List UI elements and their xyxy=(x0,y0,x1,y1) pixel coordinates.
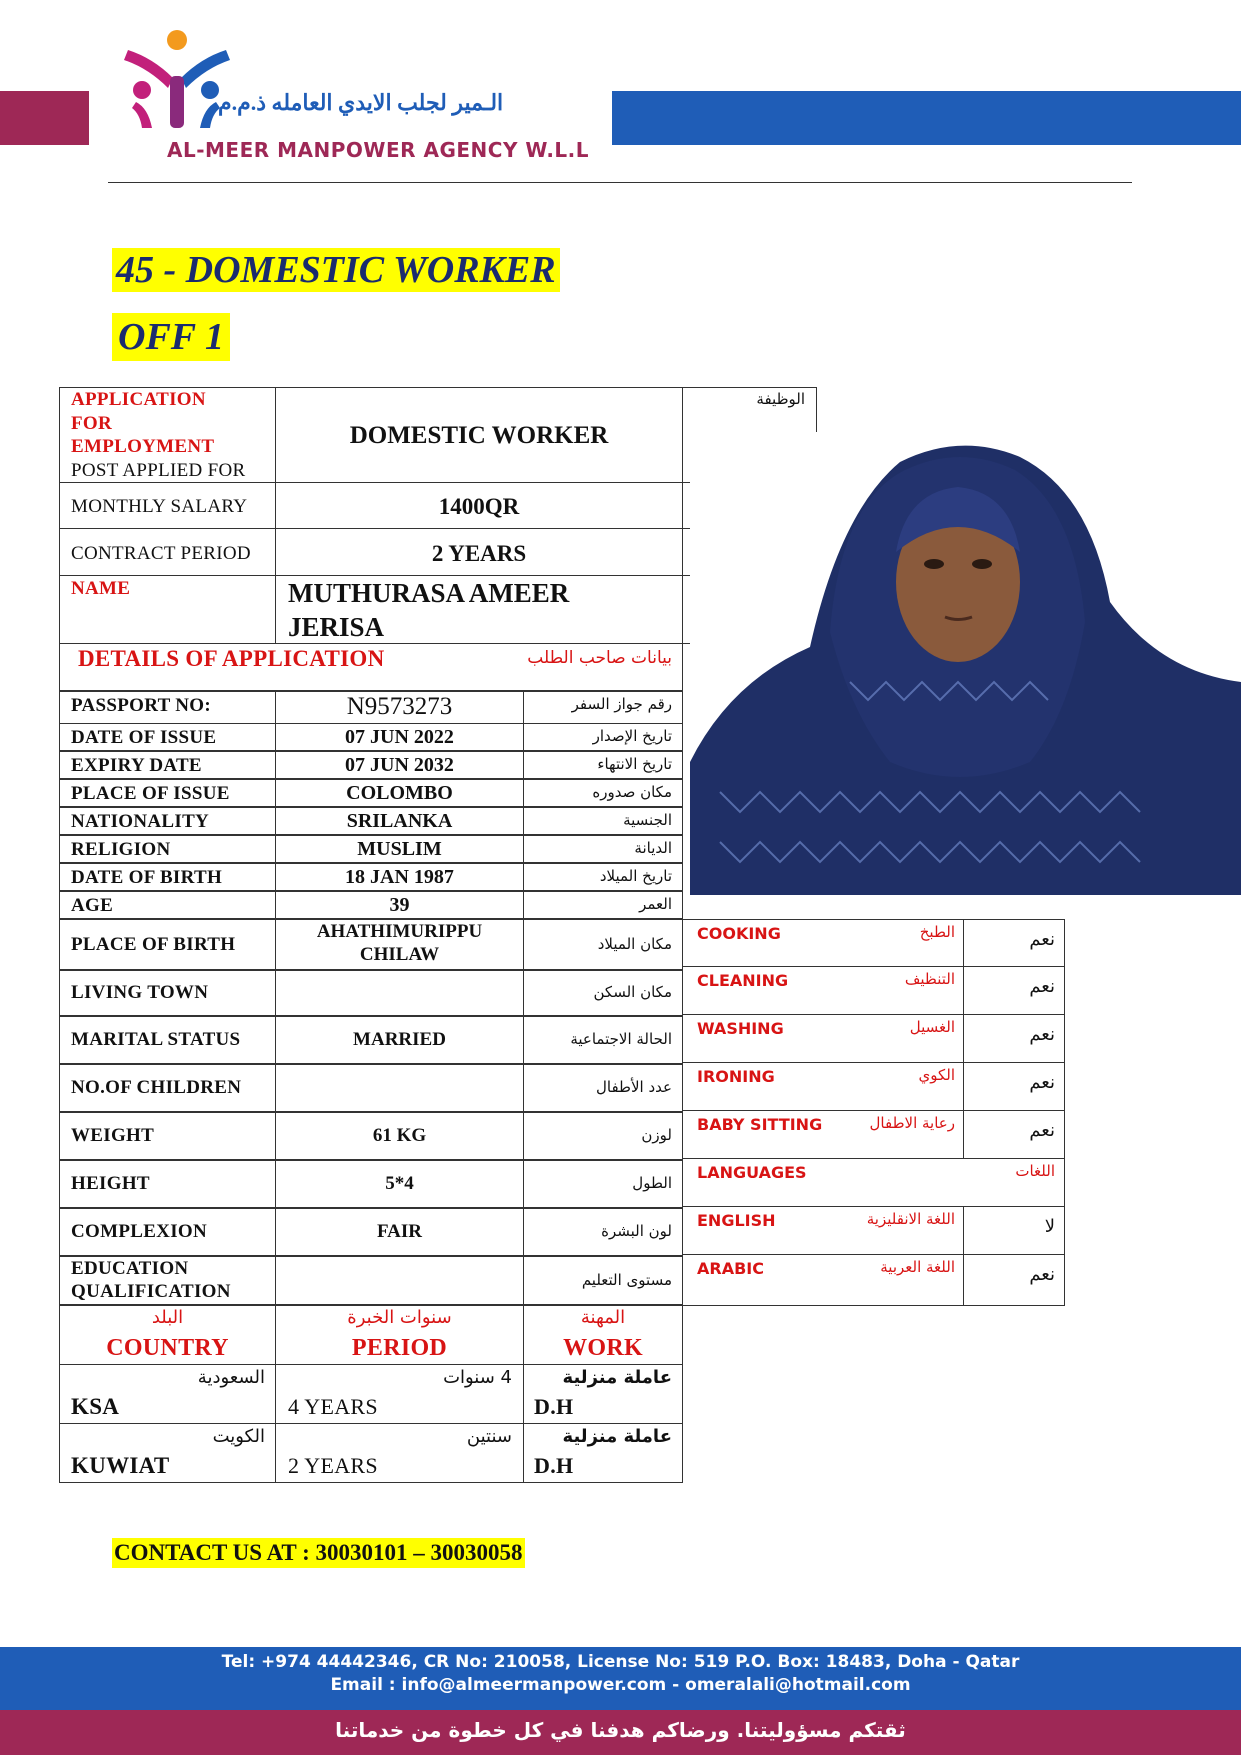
skill-en: LANGUAGES xyxy=(697,1163,807,1182)
contract-value: 2 YEARS xyxy=(431,541,527,566)
exp-country-ar: الكويت xyxy=(212,1426,265,1447)
skill-ar: اللغات xyxy=(1015,1162,1055,1180)
title-domestic-worker: 45 - DOMESTIC WORKER xyxy=(112,248,560,292)
exp-period-ar: سنوات الخبرة xyxy=(347,1307,452,1328)
detail2-value-cell xyxy=(275,1064,524,1112)
detail-ar: تاريخ الانتهاء xyxy=(597,755,672,773)
detail2-label: MARITAL STATUS xyxy=(71,1029,241,1050)
footer-slogan-band xyxy=(0,1710,1241,1755)
detail-ar: مكان صدوره xyxy=(592,783,672,801)
skill-answer: نعم xyxy=(1029,929,1055,950)
skill-ar: رعاية الاطفال xyxy=(869,1114,955,1132)
detail2-ar: مكان السكن xyxy=(593,983,672,1001)
exp-country-ar: البلد xyxy=(151,1307,184,1328)
detail-value: 07 JUN 2032 xyxy=(345,754,454,776)
detail-value: N9573273 xyxy=(346,693,453,720)
detail-ar: العمر xyxy=(639,895,672,913)
skill-answer: نعم xyxy=(1029,1120,1055,1141)
exp-period-ar: سنتين xyxy=(466,1426,512,1447)
skill-answer: نعم xyxy=(1029,1072,1055,1093)
detail2-label: LIVING TOWN xyxy=(71,982,209,1003)
footer-info-band xyxy=(0,1647,1241,1710)
detail-label: AGE xyxy=(71,895,114,916)
detail2-label-line2: QUALIFICATION xyxy=(71,1281,231,1302)
skill-en: ENGLISH xyxy=(697,1211,776,1230)
detail-ar: تاريخ الإصدار xyxy=(592,727,672,745)
skill-ar: اللغة العربية xyxy=(880,1258,955,1276)
footer-email-line: Email : info@almeermanpower.com - omeralali@hotmail.com xyxy=(330,1675,911,1695)
detail2-value-cell xyxy=(275,1256,524,1305)
detail-label: NATIONALITY xyxy=(71,811,210,832)
detail2-ar: الحالة الاجتماعية xyxy=(570,1030,672,1048)
detail-value: COLOMBO xyxy=(346,782,453,804)
post-ar: الوظيفة xyxy=(756,390,805,408)
detail-value: SRILANKA xyxy=(346,810,453,832)
detail-ar: الجنسية xyxy=(623,811,672,829)
exp-country-en: COUNTRY xyxy=(106,1335,229,1361)
skill-ar: اللغة الانقليزية xyxy=(866,1210,955,1228)
detail-ar: الديانة xyxy=(634,839,672,857)
exp-period-en: PERIOD xyxy=(351,1335,448,1361)
detail-label: DATE OF BIRTH xyxy=(71,867,223,888)
exp-work-en: D.H xyxy=(534,1394,574,1419)
app-label-3: EMPLOYMENT xyxy=(71,436,215,457)
logo-arabic-text: الـمير لجلب الايدي العامله ذ.م.م xyxy=(218,90,504,115)
detail2-label: COMPLEXION xyxy=(71,1221,207,1242)
exp-work-en: WORK xyxy=(563,1335,643,1361)
skill-ar: الغسيل xyxy=(909,1018,955,1036)
exp-period-en: 2 YEARS xyxy=(288,1453,378,1478)
exp-period-ar: 4 سنوات xyxy=(443,1367,512,1388)
exp-country-en: KSA xyxy=(71,1394,120,1419)
detail-label: EXPIRY DATE xyxy=(71,755,202,776)
detail2-ar: مكان الميلاد xyxy=(597,934,672,953)
detail2-ar: لون البشرة xyxy=(601,1222,672,1240)
details-header-en: DETAILS OF APPLICATION xyxy=(78,646,385,671)
detail2-value: MARRIED xyxy=(353,1029,446,1050)
detail-label: DATE OF ISSUE xyxy=(71,727,217,748)
company-logo-icon xyxy=(118,28,238,133)
skill-answer: نعم xyxy=(1029,976,1055,997)
salary-value: 1400QR xyxy=(438,494,520,519)
exp-work-en: D.H xyxy=(534,1453,574,1478)
detail2-label: EDUCATION xyxy=(71,1258,189,1279)
applicant-photo xyxy=(690,432,1241,895)
detail2-value: 5*4 xyxy=(385,1173,414,1194)
name-value-line2: JERISA xyxy=(288,612,385,642)
skill-ar: الطبخ xyxy=(919,923,955,941)
app-label-2: FOR xyxy=(71,413,113,434)
footer-tel-line: Tel: +974 44442346, CR No: 210058, License No: 519 P.O. Box: 18483, Doha - Qatar xyxy=(221,1652,1020,1672)
detail2-label: PLACE OF BIRTH xyxy=(71,933,236,955)
title-off: OFF 1 xyxy=(112,313,230,361)
details-header-ar: بيانات صاحب الطلب xyxy=(527,648,672,668)
detail2-ar: لوزن xyxy=(641,1126,672,1144)
skill-answer: لا xyxy=(1044,1216,1055,1237)
detail-label: RELIGION xyxy=(71,839,171,860)
exp-period-en: 4 YEARS xyxy=(288,1394,378,1419)
detail2-label: NO.OF CHILDREN xyxy=(71,1077,242,1098)
detail2-value-line2: CHILAW xyxy=(359,944,440,965)
skill-ar: الكوي xyxy=(918,1066,955,1084)
skill-answer: نعم xyxy=(1029,1264,1055,1285)
detail-label: PLACE OF ISSUE xyxy=(71,783,230,804)
name-label: NAME xyxy=(71,578,131,599)
detail2-value-line1: AHATHIMURIPPU xyxy=(316,921,483,942)
skill-answer: نعم xyxy=(1029,1024,1055,1045)
skill-en: BABY SITTING xyxy=(697,1115,823,1134)
detail2-value: FAIR xyxy=(376,1221,423,1242)
exp-country-en: KUWIAT xyxy=(71,1453,170,1478)
skill-ar: التنظيف xyxy=(904,970,955,988)
contact-line: CONTACT US AT : 30030101 – 30030058 xyxy=(112,1538,525,1568)
logo-english-text: AL-MEER MANPOWER AGENCY W.L.L xyxy=(167,138,590,162)
exp-work-ar: المهنة xyxy=(580,1307,626,1328)
detail-value: MUSLIM xyxy=(357,838,442,860)
exp-work-ar: عاملة منزلية xyxy=(562,1367,672,1388)
detail2-ar: الطول xyxy=(632,1174,672,1192)
detail-ar: رقم جواز السفر xyxy=(571,695,672,713)
header-bar-left xyxy=(0,91,89,145)
contract-label: CONTRACT PERIOD xyxy=(71,543,251,564)
detail2-ar: مستوى التعليم xyxy=(581,1270,672,1289)
detail-value: 18 JAN 1987 xyxy=(345,866,454,888)
detail-value: 07 JUN 2022 xyxy=(345,726,454,748)
detail2-value: 61 KG xyxy=(372,1125,427,1146)
exp-work-ar: عاملة منزلية xyxy=(562,1426,672,1447)
skill-en: COOKING xyxy=(697,924,781,943)
detail-ar: تاريخ الميلاد xyxy=(599,867,672,885)
post-label: POST APPLIED FOR xyxy=(71,460,246,481)
skill-en: CLEANING xyxy=(697,971,789,990)
skill-en: WASHING xyxy=(697,1019,784,1038)
header-divider xyxy=(108,182,1132,183)
detail-value: 39 xyxy=(389,894,410,916)
detail2-ar: عدد الأطفال xyxy=(596,1078,672,1096)
name-value-line1: MUTHURASA AMEER xyxy=(288,578,570,608)
exp-country-ar: السعودية xyxy=(197,1367,265,1388)
detail2-label: HEIGHT xyxy=(71,1173,150,1194)
detail-label: PASSPORT NO: xyxy=(71,695,211,716)
detail2-value-cell xyxy=(275,970,524,1016)
header-bar-right xyxy=(612,91,1241,145)
footer-slogan: ثقتكم مسؤوليتنا. ورضاكم هدفنا في كل خطوة من خدماتنا xyxy=(335,1718,906,1742)
skill-en: IRONING xyxy=(697,1067,775,1086)
detail2-label: WEIGHT xyxy=(71,1125,155,1146)
post-value: DOMESTIC WORKER xyxy=(349,422,609,449)
app-label-1: APPLICATION xyxy=(71,389,206,410)
skill-en: ARABIC xyxy=(697,1259,764,1278)
salary-label: MONTHLY SALARY xyxy=(71,496,248,517)
